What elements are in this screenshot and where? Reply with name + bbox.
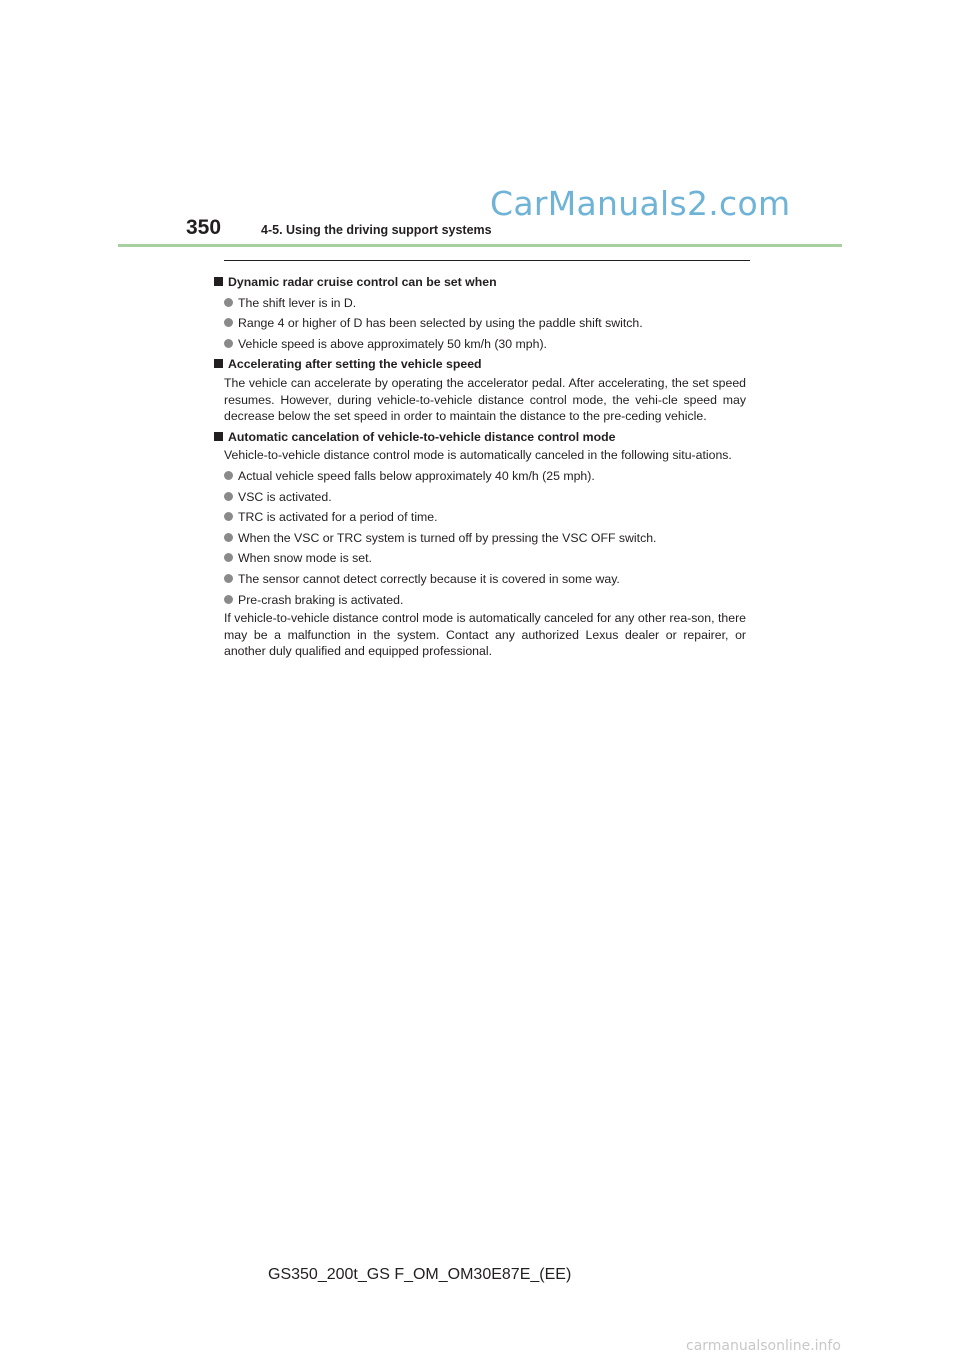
section-heading (210, 274, 746, 291)
bullet-text: Range 4 or higher of D has been selected by using the paddle shift switch. (238, 316, 643, 331)
paragraph (210, 610, 746, 660)
bullet-item (210, 592, 746, 609)
bullet-text: TRC is activated for a period of time. (238, 510, 438, 525)
bullet-item (210, 336, 746, 353)
bullet-item (210, 550, 746, 567)
circle-bullet-icon (224, 553, 233, 562)
section-title: 4-5. Using the driving support systems (261, 223, 492, 237)
circle-bullet-icon (224, 339, 233, 348)
section-heading (210, 356, 746, 373)
square-bullet-icon (214, 432, 223, 441)
bullet-text: Pre-crash braking is activated. (238, 592, 404, 607)
bullet-item (210, 295, 746, 312)
bullet-item (210, 571, 746, 588)
bullet-item (210, 489, 746, 506)
bullet-item (210, 509, 746, 526)
bullet-text: The sensor cannot detect correctly because it is covered in some way. (238, 571, 620, 586)
bullet-text: Vehicle speed is above approximately 50 km/h (30 mph). (238, 336, 547, 351)
para-text: If vehicle-to-vehicle distance control mode is automatically canceled for any other rea-son, there may be a malfunction in the system. Contact any authorized Lexus dealer or repairer, or another duly qualified and equipped professional. (224, 611, 746, 659)
watermark-bottom: carmanualsonline.info (686, 1338, 841, 1354)
paragraph (210, 375, 746, 425)
bullet-text: VSC is activated. (238, 489, 332, 504)
header-divider (118, 244, 842, 247)
bullet-item (210, 468, 746, 485)
para-text: Vehicle-to-vehicle distance control mode is automatically canceled in the following situ-ations. (224, 448, 732, 463)
square-bullet-icon (214, 359, 223, 368)
bullet-item (210, 530, 746, 547)
watermark-logo-top: CarManuals2.com (490, 184, 791, 223)
bullet-text: When the VSC or TRC system is turned off by pressing the VSC OFF switch. (238, 530, 657, 545)
circle-bullet-icon (224, 471, 233, 480)
content-divider (224, 260, 750, 261)
heading-text: Automatic cancelation of vehicle-to-vehicle distance control mode (228, 429, 616, 444)
bullet-item (210, 315, 746, 332)
circle-bullet-icon (224, 533, 233, 542)
circle-bullet-icon (224, 492, 233, 501)
circle-bullet-icon (224, 512, 233, 521)
circle-bullet-icon (224, 574, 233, 583)
heading-text: Accelerating after setting the vehicle speed (228, 357, 482, 372)
heading-text: Dynamic radar cruise control can be set when (228, 275, 497, 289)
circle-bullet-icon (224, 595, 233, 604)
paragraph (210, 447, 746, 464)
circle-bullet-icon (224, 298, 233, 307)
para-text: The vehicle can accelerate by operating the accelerator pedal. After accelerating, the set speed resumes. However, during vehicle-to-vehicle distance control mode, the vehi-cle speed may decrease below the set speed in order to maintain the distance to the pre-ceding vehicle. (224, 375, 746, 424)
bullet-text: The shift lever is in D. (238, 295, 357, 310)
bullet-text: When snow mode is set. (238, 551, 372, 566)
document-code: GS350_200t_GS F_OM_OM30E87E_(EE) (268, 1266, 572, 1283)
manual-content (210, 270, 746, 660)
square-bullet-icon (214, 277, 223, 286)
page-number: 350 (186, 216, 222, 239)
bullet-text: Actual vehicle speed falls below approximately 40 km/h (25 mph). (238, 468, 595, 483)
circle-bullet-icon (224, 318, 233, 327)
section-heading (210, 429, 746, 446)
